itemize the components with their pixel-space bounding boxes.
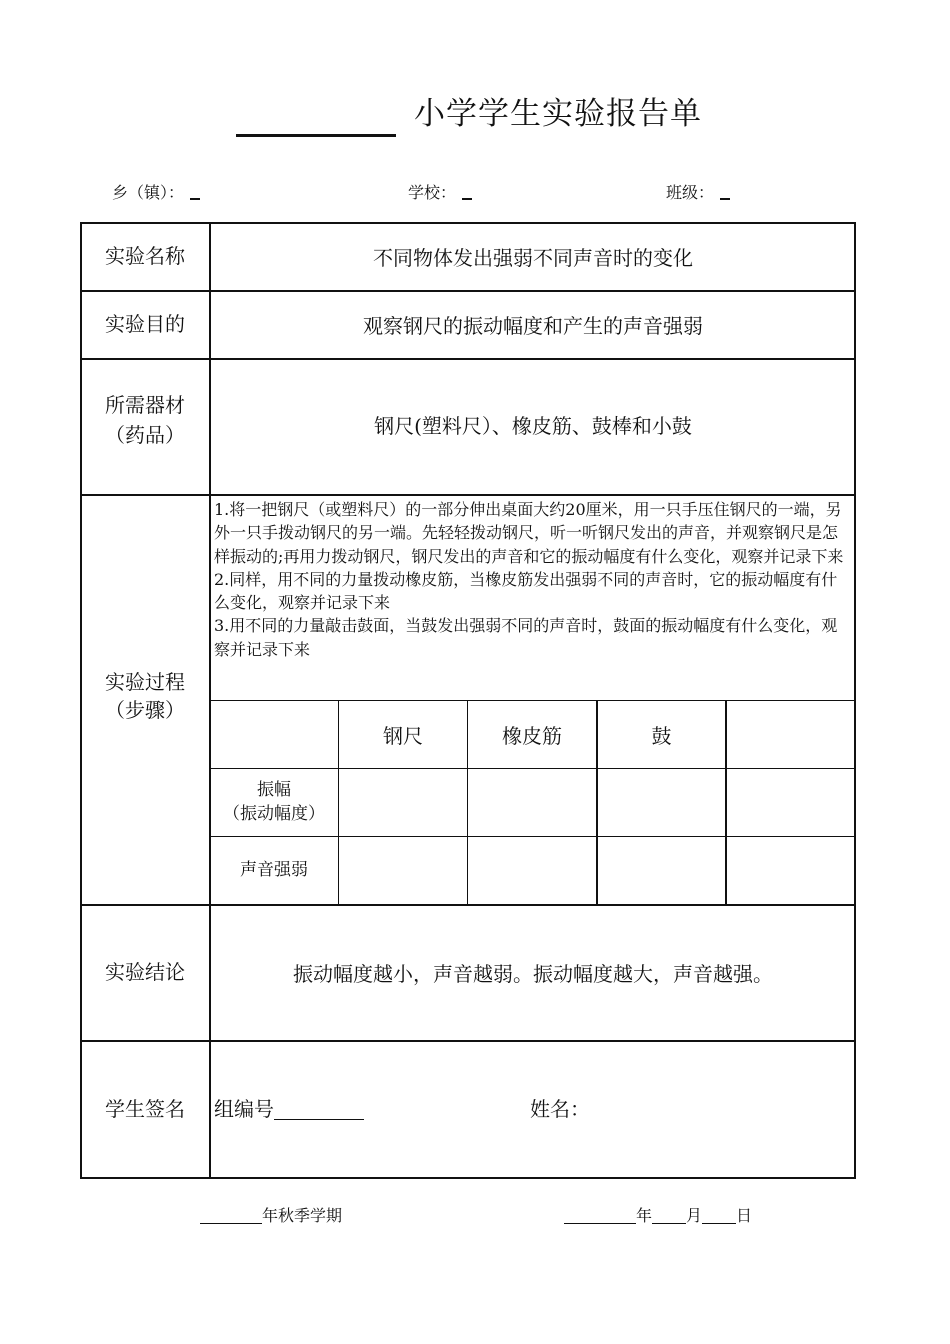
school-field <box>408 180 472 203</box>
report-form <box>80 222 856 1179</box>
process-label: 实验过程 <box>105 670 185 694</box>
township-input[interactable] <box>190 184 200 200</box>
process-sublabel: （步骤） <box>105 698 185 722</box>
border-bottom <box>80 1177 856 1179</box>
amplitude-drum-cell[interactable] <box>598 769 725 836</box>
group-number-field <box>214 1093 364 1122</box>
amplitude-extra-cell[interactable] <box>727 769 854 836</box>
loudness-steel-ruler-cell[interactable] <box>339 837 467 904</box>
loudness-label: 声音强弱 <box>240 859 308 880</box>
class-input[interactable] <box>720 184 730 200</box>
school-input[interactable] <box>462 184 472 200</box>
experiment-name-label: 实验名称 <box>105 244 185 268</box>
experiment-purpose-value[interactable]: 观察钢尺的振动幅度和产生的声音强弱 <box>363 313 703 338</box>
date-day-label: 日 <box>736 1206 753 1225</box>
student-name-field <box>530 1093 590 1122</box>
obs-header-empty-1 <box>210 700 338 768</box>
obs-header-steel-ruler: 钢尺 <box>383 723 423 748</box>
amplitude-sublabel: （振动幅度） <box>223 803 325 824</box>
obs-header-empty-2 <box>727 700 854 768</box>
date-month-input[interactable] <box>652 1207 686 1224</box>
materials-value[interactable]: 钢尺(塑料尺）、橡皮筋、鼓棒和小鼓 <box>374 413 692 438</box>
school-label: 学校： <box>408 183 457 202</box>
experiment-name-value[interactable]: 不同物体发出强弱不同声音时的变化 <box>373 245 693 270</box>
signature-label: 学生签名 <box>105 1096 185 1121</box>
obs-header-rubber-band: 橡皮筋 <box>502 723 562 748</box>
group-number-label: 组编号 <box>214 1097 274 1121</box>
materials-label: 所需器材 <box>105 393 185 417</box>
title-underline <box>236 134 396 137</box>
row-divider-3 <box>80 494 856 496</box>
date-year-input[interactable] <box>564 1207 636 1224</box>
page-title: 小学学生实验报告单 <box>414 96 702 132</box>
experiment-purpose-label: 实验目的 <box>105 312 185 336</box>
class-label: 班级： <box>666 183 715 202</box>
township-field <box>112 180 200 203</box>
conclusion-value[interactable]: 振动幅度越小，声音越弱。振动幅度越大，声音越强。 <box>293 961 773 986</box>
steps-list <box>214 498 852 661</box>
step-3: 3.用不同的力量敲击鼓面，当鼓发出强弱不同的声音时，鼓面的振动幅度有什么变化，观察并记录下来 <box>214 616 838 659</box>
term-field <box>200 1203 342 1226</box>
term-label: 年秋季学期 <box>262 1206 343 1225</box>
conclusion-label: 实验结论 <box>105 960 185 984</box>
obs-header-drum: 鼓 <box>651 723 672 748</box>
amplitude-steel-ruler-cell[interactable] <box>339 769 467 836</box>
materials-sublabel: （药品） <box>105 423 185 447</box>
group-number-input[interactable] <box>274 1099 364 1120</box>
class-field <box>666 180 730 203</box>
loudness-rubber-band-cell[interactable] <box>468 837 596 904</box>
step-2: 2.同样，用不同的力量拨动橡皮筋，当橡皮筋发出强弱不同的声音时，它的振动幅度有什么变化，观察并记录下来 <box>214 569 838 613</box>
student-name-label: 姓名： <box>530 1097 590 1121</box>
date-month-label: 月 <box>686 1206 703 1225</box>
amplitude-rubber-band-cell[interactable] <box>468 769 596 836</box>
date-day-input[interactable] <box>702 1207 736 1224</box>
step-1: 1.将一把钢尺（或塑料尺）的一部分伸出桌面大约20厘米，用一只手压住钢尺的一端，另外一只手拨动钢尺的另一端。先轻轻拨动钢尺，听一听钢尺发出的声音，并观察钢尺是怎样振动的;再用力拨动钢尺，钢尺发出的声音和它的振动幅度有什么变化，观察并记录下来 <box>214 500 844 566</box>
loudness-extra-cell[interactable] <box>727 837 854 904</box>
date-year-label: 年 <box>636 1206 653 1225</box>
loudness-drum-cell[interactable] <box>598 837 725 904</box>
date-field <box>564 1203 752 1226</box>
amplitude-label: 振幅 <box>257 779 291 800</box>
township-label: 乡（镇）： <box>112 183 185 202</box>
row-divider-2 <box>80 358 856 360</box>
term-year-input[interactable] <box>200 1207 262 1224</box>
